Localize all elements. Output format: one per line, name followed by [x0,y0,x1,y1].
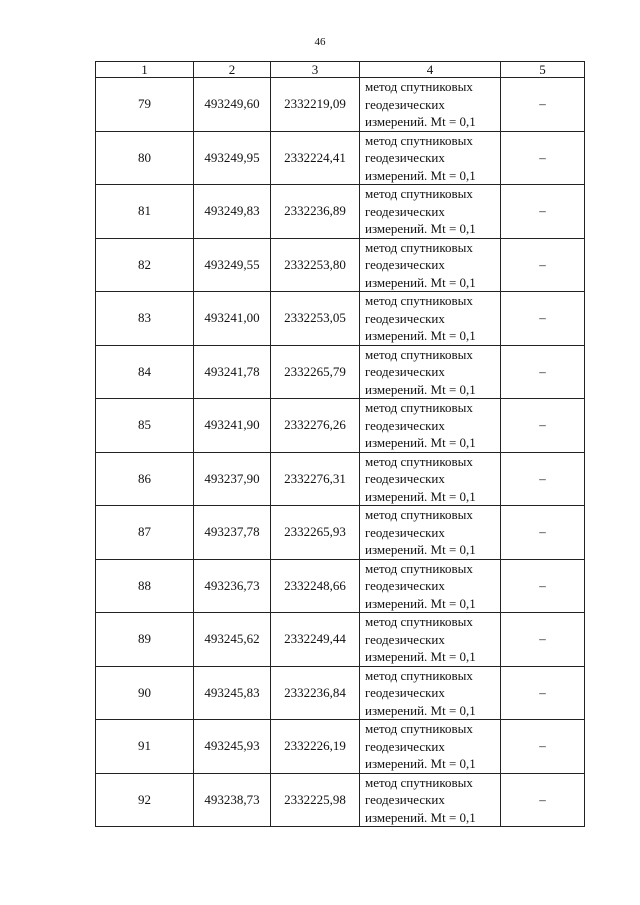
column-5-cell: – [501,559,585,613]
coordinates-table [95,61,585,827]
column-5-cell: – [501,720,585,774]
method-line-1: метод спутниковых [365,293,473,308]
column-5-cell: – [501,452,585,506]
method-line-3: измерений. Mt = 0,1 [365,167,476,183]
x-coordinate-cell: 493236,73 [194,559,271,613]
point-number-cell: 84 [96,345,194,399]
table-row [96,185,585,239]
method-line-2: геодезических [365,364,445,379]
method-line-1: метод спутниковых [365,132,473,148]
table-row [96,773,585,827]
page-number: 46 [314,36,326,48]
method-cell [360,773,501,827]
column-5-cell: – [501,399,585,453]
y-coordinate-cell: 2332224,41 [271,131,360,185]
method-line-2: геодезических [365,310,445,326]
method-cell [360,238,501,292]
x-coordinate-cell: 493241,90 [194,399,271,453]
column-header-3: 3 [271,62,360,78]
point-number-cell: 89 [96,613,194,667]
method-line-3: измерений. Mt = 0,1 [365,274,476,290]
y-coordinate-cell: 2332248,66 [271,559,360,613]
column-5-cell: – [501,613,585,667]
method-line-3: измерений. Mt = 0,1 [365,702,476,718]
method-line-2: геодезических [365,578,445,593]
method-line-2: геодезических [365,631,445,647]
method-line-2: геодезических [365,738,445,754]
point-number-cell: 88 [96,559,194,613]
table-row [96,666,585,720]
method-line-2: геодезических [365,203,445,219]
x-coordinate-cell: 493245,83 [194,666,271,720]
table-row [96,452,585,506]
method-line-2: геодезических [365,417,445,433]
y-coordinate-cell: 2332236,89 [271,185,360,239]
method-line-1: метод спутниковых [365,453,473,469]
column-5-cell: – [501,506,585,560]
point-number-cell: 91 [96,720,194,774]
point-number-cell: 92 [96,773,194,827]
method-cell [360,506,501,560]
method-line-3: измерений. Mt = 0,1 [365,221,476,236]
y-coordinate-cell: 2332236,84 [271,666,360,720]
column-5-cell: – [501,292,585,346]
table-row [96,345,585,399]
method-cell [360,559,501,613]
table-row [96,238,585,292]
column-5-cell: – [501,238,585,292]
table-row [96,131,585,185]
y-coordinate-cell: 2332253,80 [271,238,360,292]
y-coordinate-cell: 2332276,26 [271,399,360,453]
method-line-1: метод спутниковых [365,400,473,415]
point-number-cell: 90 [96,666,194,720]
x-coordinate-cell: 493237,90 [194,452,271,506]
method-line-1: метод спутниковых [365,346,473,362]
method-line-3: измерений. Mt = 0,1 [365,756,476,771]
method-line-2: геодезических [365,685,445,700]
method-cell [360,345,501,399]
method-line-1: метод спутниковых [365,774,473,790]
table-row [96,78,585,132]
method-line-3: измерений. Mt = 0,1 [365,435,476,450]
x-coordinate-cell: 493249,55 [194,238,271,292]
method-line-1: метод спутниковых [365,239,473,255]
table-row [96,399,585,453]
method-cell [360,292,501,346]
y-coordinate-cell: 2332225,98 [271,773,360,827]
y-coordinate-cell: 2332265,79 [271,345,360,399]
method-line-3: измерений. Mt = 0,1 [365,542,476,557]
method-cell [360,185,501,239]
method-line-2: геодезических [365,524,445,540]
x-coordinate-cell: 493238,73 [194,773,271,827]
table-row [96,292,585,346]
column-header-5: 5 [501,62,585,78]
column-5-cell: – [501,666,585,720]
table-row [96,559,585,613]
method-line-2: геодезических [365,471,445,486]
method-line-2: геодезических [365,257,445,272]
table-body [96,78,585,827]
method-line-1: метод спутниковых [365,614,473,629]
method-line-3: измерений. Mt = 0,1 [365,381,476,397]
method-cell [360,399,501,453]
method-line-3: измерений. Mt = 0,1 [365,595,476,611]
point-number-cell: 80 [96,131,194,185]
method-line-1: метод спутниковых [365,507,473,522]
column-header-1: 1 [96,62,194,78]
method-line-1: метод спутниковых [365,186,473,201]
y-coordinate-cell: 2332219,09 [271,78,360,132]
table-header-row [96,62,585,78]
point-number-cell: 87 [96,506,194,560]
point-number-cell: 83 [96,292,194,346]
method-line-1: метод спутниковых [365,560,473,576]
method-line-1: метод спутниковых [365,79,473,94]
x-coordinate-cell: 493241,78 [194,345,271,399]
x-coordinate-cell: 493237,78 [194,506,271,560]
method-cell [360,452,501,506]
point-number-cell: 86 [96,452,194,506]
point-number-cell: 79 [96,78,194,132]
column-header-4: 4 [360,62,501,78]
column-5-cell: – [501,345,585,399]
table-row [96,720,585,774]
method-cell [360,720,501,774]
column-5-cell: – [501,185,585,239]
table-row [96,613,585,667]
y-coordinate-cell: 2332226,19 [271,720,360,774]
method-line-3: измерений. Mt = 0,1 [365,809,476,825]
y-coordinate-cell: 2332249,44 [271,613,360,667]
x-coordinate-cell: 493241,00 [194,292,271,346]
method-line-1: метод спутниковых [365,721,473,736]
method-line-2: геодезических [365,792,445,807]
column-5-cell: – [501,131,585,185]
method-cell [360,666,501,720]
method-line-2: геодезических [365,96,445,112]
method-line-3: измерений. Mt = 0,1 [365,114,476,129]
method-cell [360,131,501,185]
x-coordinate-cell: 493249,60 [194,78,271,132]
method-line-2: геодезических [365,150,445,165]
y-coordinate-cell: 2332253,05 [271,292,360,346]
table-row [96,506,585,560]
method-cell [360,78,501,132]
point-number-cell: 82 [96,238,194,292]
x-coordinate-cell: 493249,95 [194,131,271,185]
point-number-cell: 85 [96,399,194,453]
y-coordinate-cell: 2332276,31 [271,452,360,506]
point-number-cell: 81 [96,185,194,239]
column-header-2: 2 [194,62,271,78]
y-coordinate-cell: 2332265,93 [271,506,360,560]
method-line-3: измерений. Mt = 0,1 [365,488,476,504]
column-5-cell: – [501,773,585,827]
method-line-1: метод спутниковых [365,667,473,683]
method-cell [360,613,501,667]
method-line-3: измерений. Mt = 0,1 [365,649,476,664]
x-coordinate-cell: 493249,83 [194,185,271,239]
method-line-3: измерений. Mt = 0,1 [365,328,476,343]
x-coordinate-cell: 493245,62 [194,613,271,667]
column-5-cell: – [501,78,585,132]
x-coordinate-cell: 493245,93 [194,720,271,774]
